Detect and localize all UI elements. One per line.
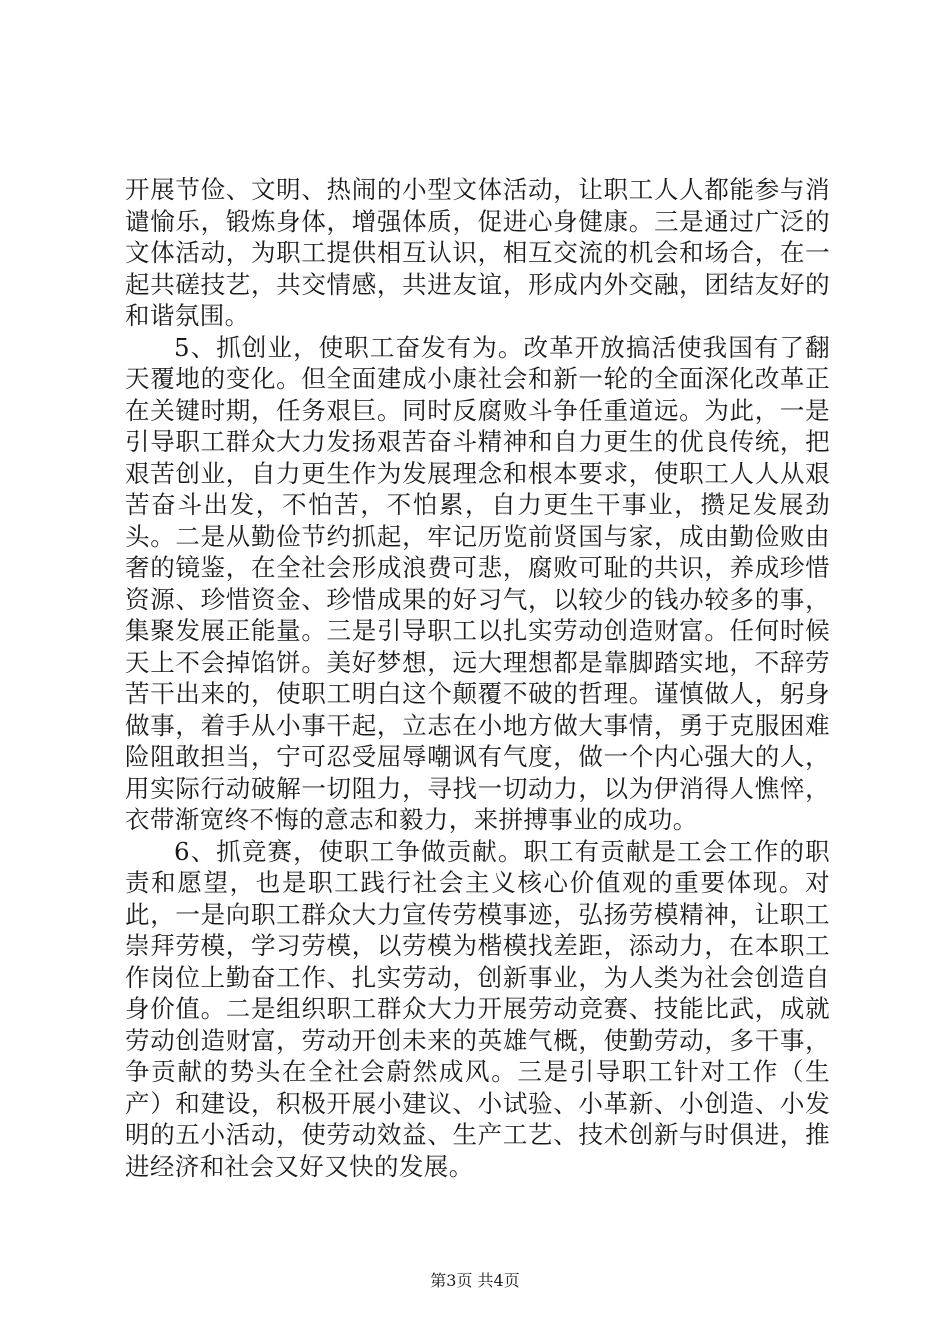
paragraph-continuation: 开展节俭、文明、热闹的小型文体活动，让职工人人都能参与消谴愉乐，锻炼身体，增强体质，促进心身健康。三是通过广泛的文体活动，为职工提供相互认识，相互交流的机会和场合，在一起共磋技艺，共交情感，共进友谊，形成内外交融，团结友好的和谐氛围。: [125, 175, 830, 330]
paragraph-item-6: 6、抓竞赛，使职工争做贡献。职工有贡献是工会工作的职责和愿望，也是职工践行社会主义核心价值观的重要体现。对此，一是向职工群众大力宣传劳模事迹，弘扬劳模精神，让职工崇拜劳模，学习劳模，以劳模为楷模找差距，添动力，在本职工作岗位上勤奋工作、扎实劳动，创新事业，为人类为社会创造自身价值。二是组织职工群众大力开展劳动竞赛、技能比武，成就劳动创造财富，劳动开创未来的英雄气概，使勤劳动，多干事，争贡献的势头在全社会蔚然成风。三是引导职工针对工作（生产）和建设，积极开展小建议、小试验、小革新、小创造、小发明的五小活动，使劳动效益、生产工艺、技术创新与时俱进，推进经济和社会又好又快的发展。: [125, 836, 830, 1181]
page-number-footer: 第3页 共4页: [430, 1271, 520, 1290]
paragraph-item-5: 5、抓创业，使职工奋发有为。改革开放搞活使我国有了翻天覆地的变化。但全面建成小康社会和新一轮的全面深化改革正在关键时期，任务艰巨。同时反腐败斗争任重道远。为此，一是引导职工群众大力发扬艰苦奋斗精神和自力更生的优良传统，把艰苦创业，自力更生作为发展理念和根本要求，使职工人人从艰苦奋斗出发，不怕苦，不怕累，自力更生干事业，攒足发展劲头。二是从勤俭节约抓起，牢记历览前贤国与家，成由勤俭败由奢的镜鉴，在全社会形成浪费可悲，腐败可耻的共识，养成珍惜资源、珍惜资金、珍惜成果的好习气，以较少的钱办较多的事，集聚发展正能量。三是引导职工以扎实劳动创造财富。任何时候天上不会掉馅饼。美好梦想，远大理想都是靠脚踏实地，不辞劳苦干出来的，使职工明白这个颠覆不破的哲理。谨慎做人，躬身做事，着手从小事干起，立志在小地方做大事情，勇于克服困难险阻敢担当，宁可忍受屈辱嘲讽有气度，做一个内心强大的人，用实际行动破解一切阻力，寻找一切动力，以为伊消得人憔悴，衣带渐宽终不悔的意志和毅力，来拼搏事业的成功。: [125, 332, 830, 834]
document-body: [125, 174, 830, 1182]
